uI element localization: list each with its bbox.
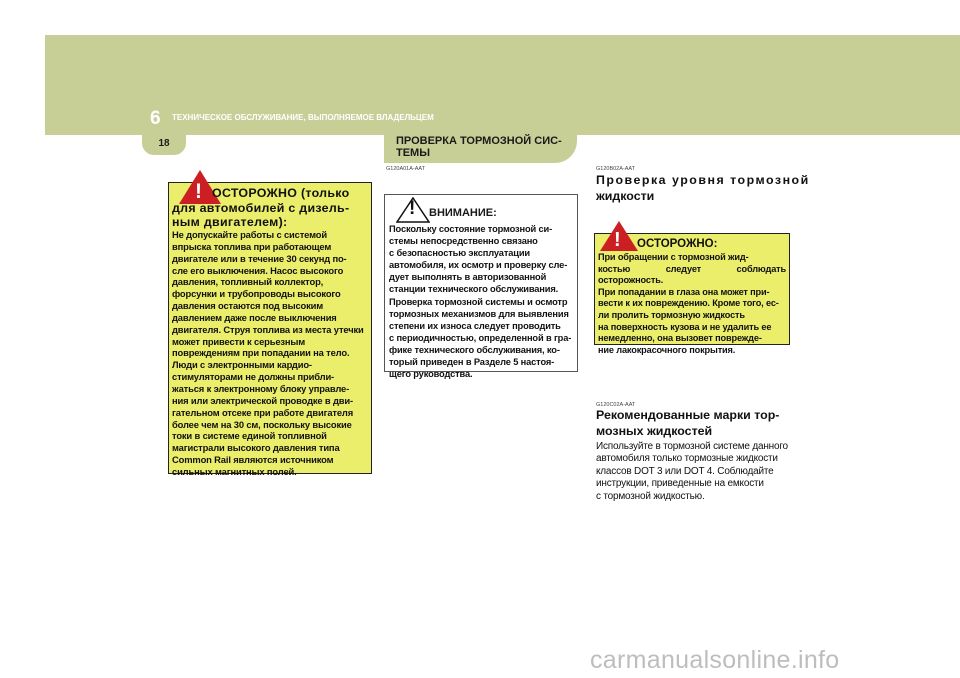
diesel-warning-title-line2: для автомобилей с дизель- bbox=[172, 200, 350, 215]
section-title bbox=[396, 135, 576, 159]
text-line: давления остаются под высоким bbox=[172, 300, 324, 312]
text-line: дует выполнять в авторизованной bbox=[389, 272, 547, 283]
text-line: инструкции, приведенные на емкости bbox=[596, 478, 764, 490]
text-line: Люди с электронными кардио- bbox=[172, 359, 312, 371]
text-line: фике технического обслуживания, ко- bbox=[389, 344, 560, 355]
text-line: Не допускайте работы с системой bbox=[172, 229, 327, 240]
attention-note-text bbox=[389, 223, 575, 380]
text-line: давления, топливный коллектор, bbox=[172, 276, 324, 288]
text-line: торый приведен в Разделе 5 настоя- bbox=[389, 357, 555, 368]
brake-fluid-warning-text bbox=[598, 252, 786, 356]
text-line: двигателя. Струя топлива из места утечки bbox=[172, 323, 364, 335]
text-line: щего руководства. bbox=[389, 369, 473, 380]
text-line: давлением даже после выключения bbox=[172, 311, 337, 323]
heading-line1: Проверка уровня тормозной bbox=[596, 173, 810, 187]
text-line: токи в системе единой топливной bbox=[172, 430, 327, 442]
text-line: стемы непосредственно связано bbox=[389, 236, 538, 247]
warning-symbol: ! bbox=[195, 180, 202, 203]
brake-fluid-warning-title: ОСТОРОЖНО: bbox=[637, 238, 718, 250]
text-line: автомобиля только тормозные жидкости bbox=[596, 453, 778, 465]
attention-note-title: ВНИМАНИЕ: bbox=[429, 207, 497, 219]
text-line: ния или электрической проводке в дви- bbox=[172, 394, 353, 406]
text-line: При обращении с тормозной жид- bbox=[598, 252, 749, 262]
text-line: более чем на 30 см, поскольку высокие bbox=[172, 418, 352, 430]
text-line: впрыска топлива при работающем bbox=[172, 240, 332, 252]
brake-fluid-warning-box bbox=[594, 229, 790, 355]
text-line: сильных магнитных полей. bbox=[172, 465, 297, 477]
text-line: с периодичностью, определенной в гра- bbox=[389, 332, 572, 343]
text-line: степени их износа следует проводить bbox=[389, 320, 561, 331]
text-line: жаться к электронному блоку управле- bbox=[172, 382, 350, 394]
watermark: carmanualsonline.info bbox=[590, 646, 840, 674]
text-line: Поскольку состояние тормозной си- bbox=[389, 224, 553, 234]
diesel-warning-title-line3: ным двигателем): bbox=[172, 215, 288, 229]
warning-symbol: ! bbox=[614, 229, 621, 251]
text-line: с безопасностью эксплуатации bbox=[389, 248, 530, 259]
recommended-fluids-text bbox=[596, 441, 790, 503]
text-line: автомобиля, их осмотр и проверку сле- bbox=[389, 260, 568, 271]
text-line: немедленно, она вызовет поврежде- bbox=[598, 333, 762, 344]
warning-symbol: ! bbox=[409, 198, 416, 219]
recommended-fluids-heading bbox=[596, 408, 790, 439]
text-line: магистрали высокого давления типа bbox=[172, 442, 340, 454]
text-line: стимуляторами не должны прибли- bbox=[172, 371, 335, 383]
text-line: классов DOT 3 или DOT 4. Соблюдайте bbox=[596, 465, 774, 477]
diesel-warning-box bbox=[168, 180, 372, 477]
chapter-number: 6 bbox=[150, 108, 161, 129]
section-code: G120C02A-AAT bbox=[596, 402, 636, 408]
heading-line2: мозных жидкостей bbox=[596, 423, 713, 438]
text-line: с тормозной жидкостью. bbox=[596, 490, 705, 502]
section-code: G120A01A-AAT bbox=[386, 166, 426, 172]
diesel-warning-title-line1: ОСТОРОЖНО (только bbox=[212, 186, 350, 200]
text-line: Проверка тормозной системы и осмотр bbox=[389, 296, 568, 307]
text-line: ли пролить тормозную жидкость bbox=[598, 309, 745, 320]
section-code: G120B02A-AAT bbox=[596, 166, 636, 172]
text-line: костью следует соблюдать осторожность. bbox=[598, 263, 786, 286]
text-line: При попадании в глаза она может при- bbox=[598, 286, 770, 297]
text-line: форсунки и трубопроводы высокого bbox=[172, 288, 341, 300]
brake-fluid-level-heading bbox=[596, 173, 810, 204]
heading-line2: жидкости bbox=[596, 188, 655, 203]
diesel-warning-title bbox=[172, 186, 368, 230]
text-line: станции технического обслуживания. bbox=[389, 284, 559, 295]
text-line: может привести к серьезным bbox=[172, 335, 306, 347]
text-line: тормозных механизмов для выявления bbox=[389, 308, 569, 319]
heading-line1: Рекомендованные марки тор- bbox=[596, 408, 780, 422]
text-line: гательном отсеке при работе двигателя bbox=[172, 406, 354, 418]
text-line: Используйте в тормозной системе данного bbox=[596, 441, 788, 452]
page-tab bbox=[142, 135, 186, 155]
section-title-line1: ПРОВЕРКА ТОРМОЗНОЙ СИС- bbox=[396, 135, 562, 147]
text-line: на поверхность кузова и не удалить ее bbox=[598, 321, 772, 332]
text-line: ние лакокрасочного покрытия. bbox=[598, 344, 736, 355]
page-number: 18 bbox=[158, 138, 170, 149]
text-line: вести к их повреждению. Кроме того, ес- bbox=[598, 298, 779, 309]
text-line: Common Rail являются источником bbox=[172, 454, 334, 466]
chapter-title: ТЕХНИЧЕСКОЕ ОБСЛУЖИВАНИЕ, ВЫПОЛНЯЕМОЕ ВЛАДЕЛЬЦЕМ bbox=[172, 113, 434, 122]
text-line: двигателе или в течение 30 секунд по- bbox=[172, 252, 347, 264]
section-title-line2: ТЕМЫ bbox=[396, 147, 430, 159]
diesel-warning-text bbox=[172, 229, 368, 478]
attention-note-box bbox=[384, 194, 578, 380]
section-tab bbox=[384, 127, 577, 163]
text-line: сле его выключения. Насос высокого bbox=[172, 264, 344, 276]
text-line: повреждениям при попадании на тело. bbox=[172, 347, 350, 359]
